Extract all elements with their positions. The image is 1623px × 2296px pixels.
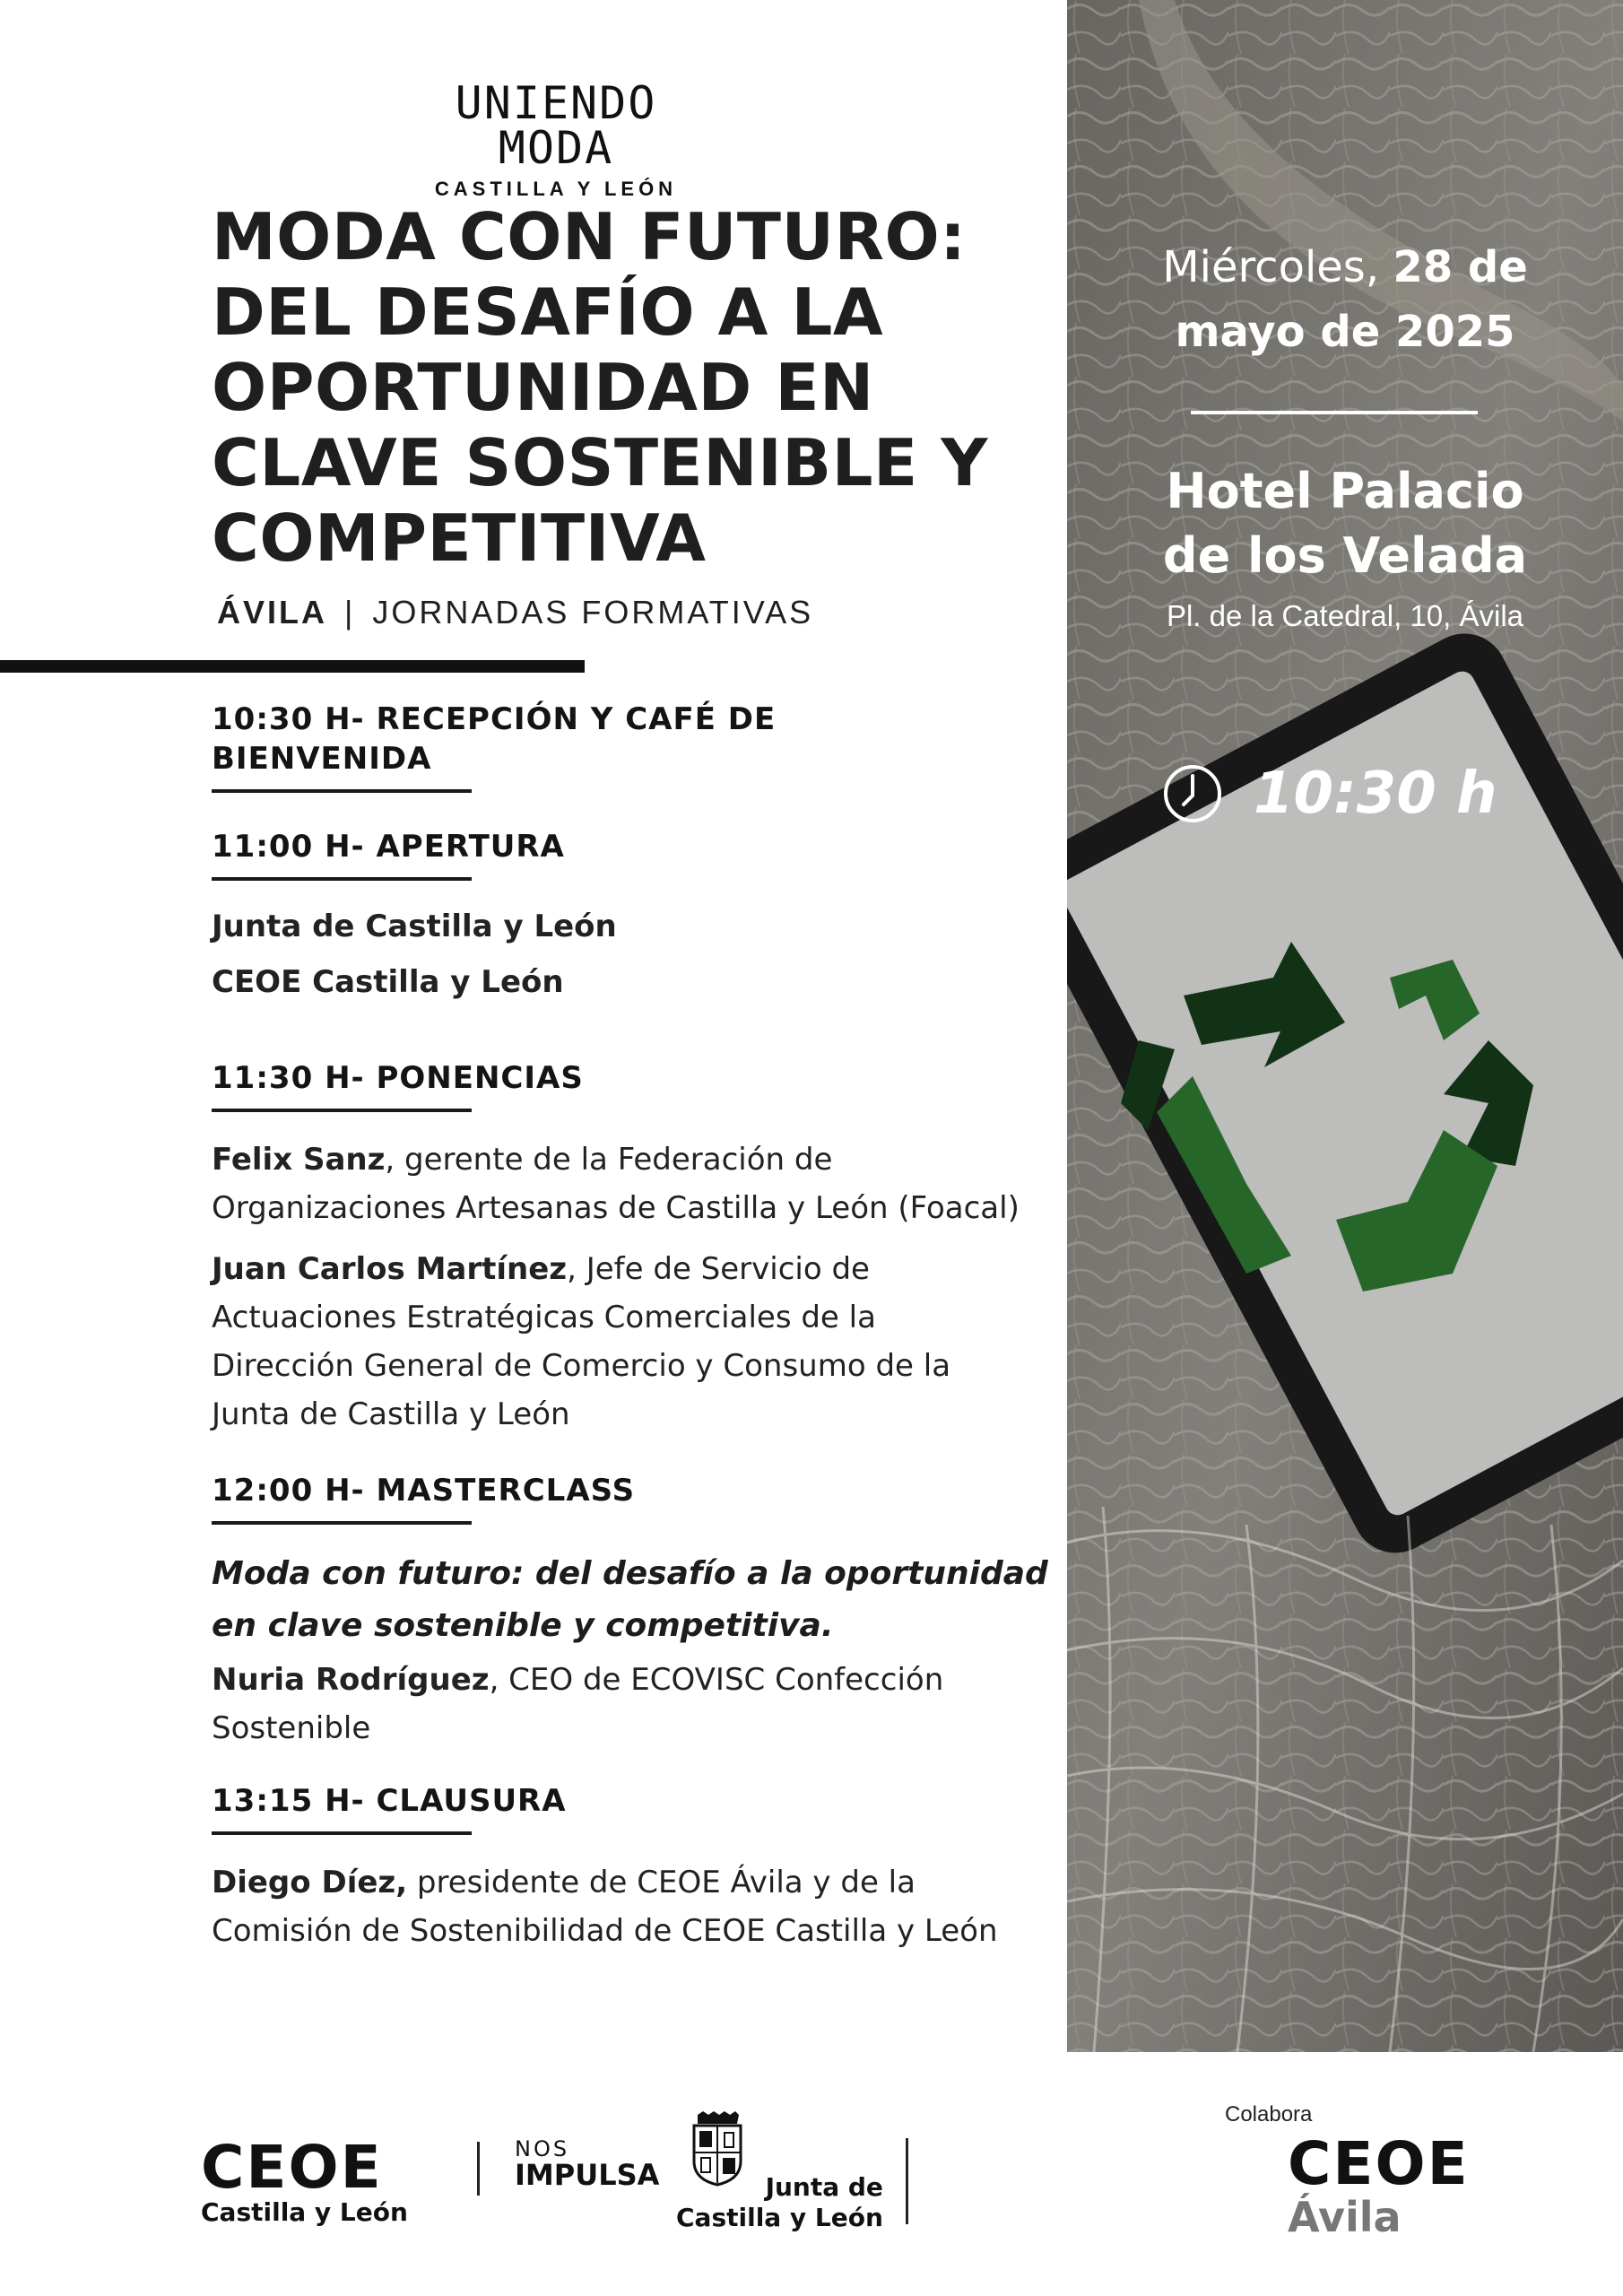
date-divider xyxy=(1191,411,1478,414)
event-subtitle xyxy=(217,594,813,631)
speaker-role: Comisión de Sostenibilidad de CEOE Castilla y León xyxy=(212,1913,998,1949)
heading-line: 10:30 H- RECEPCIÓN Y CAFÉ DE xyxy=(212,701,777,737)
speaker-name: Nuria Rodríguez xyxy=(212,1662,490,1698)
speaker-name: Diego Díez, xyxy=(212,1865,408,1900)
speaker-entry xyxy=(212,1656,1055,1752)
colabora-label: Colabora xyxy=(1225,2102,1313,2126)
nos-impulsa-line: IMPULSA xyxy=(515,2158,660,2192)
section-divider xyxy=(212,877,472,881)
opening-item: CEOE Castilla y León xyxy=(212,964,564,1000)
agenda xyxy=(212,700,1055,1955)
heading-line: BIENVENIDA xyxy=(212,741,432,777)
brand-logo xyxy=(412,77,699,201)
title-line: OPORTUNIDAD EN xyxy=(212,350,874,425)
masterclass-title xyxy=(212,1548,1055,1652)
venue-line: Hotel Palacio xyxy=(1166,463,1524,519)
nos-impulsa-logo xyxy=(515,2138,659,2191)
subtitle-label: JORNADAS FORMATIVAS xyxy=(372,594,814,631)
agenda-section-reception xyxy=(212,700,1055,793)
section-heading: 11:00 H- APERTURA xyxy=(212,829,565,865)
agenda-section-opening xyxy=(212,827,1055,1010)
event-title xyxy=(212,199,1001,576)
section-divider xyxy=(212,1109,472,1112)
section-divider xyxy=(212,1521,472,1525)
footer-divider xyxy=(906,2138,908,2224)
speaker-entry xyxy=(212,1245,1055,1439)
junta-line: Junta de xyxy=(765,2172,883,2202)
ceoe-logo-word: CEOE xyxy=(201,2133,383,2202)
subtitle-separator: | xyxy=(344,594,356,631)
title-divider xyxy=(0,660,585,673)
section-heading: 13:15 H- CLAUSURA xyxy=(212,1783,567,1819)
agenda-section-masterclass xyxy=(212,1471,1055,1752)
event-venue xyxy=(1067,459,1623,588)
speaker-role: Sostenible xyxy=(212,1710,371,1746)
speaker-role: Dirección General de Comercio y Consumo de la xyxy=(212,1348,951,1384)
speaker-role: , Jefe de Servicio de xyxy=(567,1251,870,1287)
masterclass-title-line: en clave sostenible y competitiva. xyxy=(212,1607,834,1644)
speaker-role: Organizaciones Artesanas de Castilla y León (Foacal) xyxy=(212,1190,1020,1226)
title-line: MODA CON FUTURO: xyxy=(212,199,967,274)
agenda-section-closing xyxy=(212,1781,1055,1955)
title-line: COMPETITIVA xyxy=(212,500,707,576)
event-date xyxy=(1067,235,1623,364)
ceoe-avila-logo xyxy=(1288,2129,1470,2241)
masterclass-title-line: Moda con futuro: del desafío a la oportunidad xyxy=(212,1555,1048,1592)
section-divider xyxy=(212,789,472,793)
speaker-role: Junta de Castilla y León xyxy=(212,1396,570,1432)
event-weekday: Miércoles, xyxy=(1162,242,1380,292)
opening-item: Junta de Castilla y León xyxy=(212,909,617,944)
speaker-name: Juan Carlos Martínez xyxy=(212,1251,568,1287)
event-day: 28 de xyxy=(1393,242,1528,292)
section-divider xyxy=(212,1831,472,1835)
ceoe-logo-sub: Castilla y León xyxy=(201,2197,408,2227)
footer-divider xyxy=(477,2142,480,2196)
speaker-name: Felix Sanz xyxy=(212,1142,386,1178)
speaker-entry xyxy=(212,1858,1055,1955)
section-heading: 11:30 H- PONENCIAS xyxy=(212,1060,584,1096)
speaker-role: Actuaciones Estratégicas Comerciales de la xyxy=(212,1300,876,1335)
speaker-entry xyxy=(212,1135,1055,1232)
agenda-section-talks xyxy=(212,1058,1055,1439)
brand-subtitle: CASTILLA Y LEÓN xyxy=(434,178,678,200)
city-label: ÁVILA xyxy=(217,594,327,631)
event-month-year: mayo de 2025 xyxy=(1175,307,1515,357)
speaker-role: , CEO de ECOVISC Confección xyxy=(489,1662,944,1698)
ceoe-logo-word: CEOE xyxy=(1288,2129,1470,2198)
nos-impulsa-line: NOS xyxy=(515,2136,570,2161)
junta-logo-text xyxy=(676,2172,883,2233)
event-address: Pl. de la Catedral, 10, Ávila xyxy=(1166,599,1524,632)
section-heading: 12:00 H- MASTERCLASS xyxy=(212,1473,636,1509)
section-heading xyxy=(212,700,1055,778)
junta-line: Castilla y León xyxy=(676,2203,883,2232)
brand-name: UNIENDO MODA xyxy=(455,77,657,174)
event-time-text: 10:30 h xyxy=(1254,761,1497,827)
ceoe-logo-sub: Ávila xyxy=(1288,2193,1402,2241)
title-line: CLAVE SOSTENIBLE Y xyxy=(212,425,988,500)
speaker-role: , gerente de la Federación de xyxy=(385,1142,833,1178)
venue-line: de los Velada xyxy=(1162,527,1528,584)
clock-icon xyxy=(1162,763,1223,824)
ceoe-castilla-leon-logo xyxy=(201,2133,408,2228)
event-time xyxy=(1162,761,1497,827)
speaker-role: presidente de CEOE Ávila y de la xyxy=(407,1865,916,1900)
title-line: DEL DESAFÍO A LA xyxy=(212,274,884,350)
